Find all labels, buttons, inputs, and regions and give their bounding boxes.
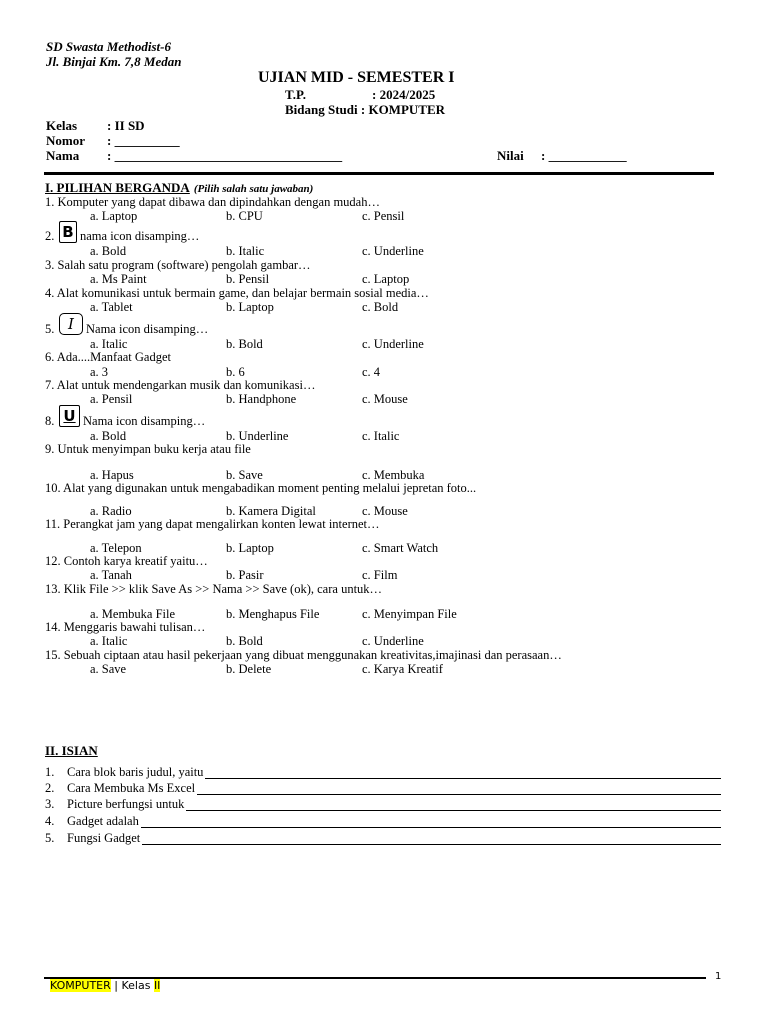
isian-number: 3. [45, 797, 55, 811]
isian-text: Cara blok baris judul, yaitu [67, 765, 204, 779]
option-c: c. Laptop [362, 272, 410, 286]
option-a: a. 3 [90, 365, 109, 379]
option-c: c. Membuka [362, 468, 425, 482]
nilai-field: : ____________ [541, 148, 627, 163]
question-text: 3. Salah satu program (software) pengolah gambar… [45, 258, 311, 272]
section2-title: II. ISIAN [45, 743, 98, 758]
answer-line[interactable] [205, 778, 721, 779]
option-a: a. Radio [90, 504, 132, 518]
option-b: b. Laptop [226, 541, 274, 555]
option-c: c. Underline [362, 634, 424, 648]
isian-text: Fungsi Gadget [67, 831, 141, 845]
question-text: nama icon disamping… [80, 229, 200, 243]
question-number: 2. [45, 229, 55, 243]
option-a: a. Tanah [90, 568, 132, 582]
option-b: b. Delete [226, 662, 272, 676]
question-text: 14. Menggaris bawahi tulisan… [45, 620, 206, 634]
isian-number: 1. [45, 765, 55, 779]
option-c: c. Mouse [362, 504, 408, 518]
option-a: a. Membuka File [90, 607, 176, 621]
isian-text: Gadget adalah [67, 814, 139, 828]
page-number: 1 [715, 971, 722, 982]
option-c: c. Underline [362, 244, 424, 258]
option-a: a. Telepon [90, 541, 142, 555]
nilai-label: Nilai [497, 148, 524, 163]
section1-title: I. PILIHAN BERGANDA [45, 180, 190, 195]
header-divider [44, 172, 714, 175]
option-b: b. CPU [226, 209, 263, 223]
option-a: a. Ms Paint [90, 272, 147, 286]
isian-text: Cara Membuka Ms Excel [67, 781, 196, 795]
footer-label [50, 979, 160, 992]
answer-line[interactable] [141, 827, 721, 828]
option-c: c. Karya Kreatif [362, 662, 443, 676]
question-text: 4. Alat komunikasi untuk bermain game, dan belajar bermain sosial media… [45, 286, 429, 300]
option-b: b. Kamera Digital [226, 504, 316, 518]
question-number: 8. [45, 414, 55, 428]
question-number: 5. [45, 322, 55, 336]
nomor-label: Nomor [46, 133, 85, 148]
option-b: b. Underline [226, 429, 289, 443]
question-text: 15. Sebuah ciptaan atau hasil pekerjaan yang dibuat menggunakan kreativitas,imajinasi dan perasaan… [45, 648, 562, 662]
answer-line[interactable] [197, 794, 721, 795]
school-name: SD Swasta Methodist-6 [46, 39, 171, 54]
nama-field: : ___________________________________ [107, 148, 343, 163]
option-a: a. Italic [90, 337, 128, 351]
footer-subject: KOMPUTER [50, 979, 111, 992]
section1-subtitle: (Pilih salah satu jawaban) [193, 183, 314, 195]
school-address: Jl. Binjai Km. 7,8 Medan [46, 54, 182, 69]
isian-text: Picture berfungsi untuk [67, 797, 185, 811]
question-text: Nama icon disamping… [83, 414, 206, 428]
question-text: 1. Komputer yang dapat dibawa dan dipindahkan dengan mudah… [45, 195, 380, 209]
option-a: a. Bold [90, 429, 127, 443]
answer-line[interactable] [186, 810, 721, 811]
option-a: a. Save [90, 662, 127, 676]
option-a: a. Laptop [90, 209, 138, 223]
subject-line: Bidang Studi : KOMPUTER [285, 102, 446, 117]
option-b: b. 6 [226, 365, 245, 379]
question-text: 6. Ada....Manfaat Gadget [45, 350, 172, 364]
option-c: c. Bold [362, 300, 399, 314]
kelas-value: : II SD [107, 118, 145, 133]
question-text: 10. Alat yang digunakan untuk mengabadikan moment penting melalui jepretan foto... [45, 481, 477, 495]
option-b: b. Bold [226, 337, 263, 351]
question-text: 9. Untuk menyimpan buku kerja atau file [45, 442, 251, 456]
option-c: c. Film [362, 568, 398, 582]
underline-icon: U [59, 405, 80, 427]
nomor-field: : __________ [107, 133, 180, 148]
italic-icon: I [59, 313, 83, 335]
option-b: b. Bold [226, 634, 263, 648]
tp-value: : 2024/2025 [372, 87, 436, 102]
option-b: b. Handphone [226, 392, 297, 406]
answer-line[interactable] [142, 844, 721, 845]
footer-kelas: II [153, 979, 161, 992]
option-b: b. Pensil [226, 272, 270, 286]
option-a: a. Italic [90, 634, 128, 648]
isian-number: 4. [45, 814, 55, 828]
footer-separator: | Kelas [110, 979, 154, 992]
option-b: b. Save [226, 468, 263, 482]
question-text: 11. Perangkat jam yang dapat mengalirkan konten lewat internet… [45, 517, 380, 531]
option-c: c. Menyimpan File [362, 607, 457, 621]
kelas-label: Kelas [46, 118, 78, 133]
option-c: c. Mouse [362, 392, 408, 406]
tp-label: T.P. [285, 87, 306, 102]
isian-number: 5. [45, 831, 55, 845]
option-c: c. Pensil [362, 209, 405, 223]
option-b: b. Laptop [226, 300, 274, 314]
option-c: c. Smart Watch [362, 541, 439, 555]
question-text: 12. Contoh karya kreatif yaitu… [45, 554, 208, 568]
option-c: c. Underline [362, 337, 424, 351]
question-text: 7. Alat untuk mendengarkan musik dan komunikasi… [45, 378, 316, 392]
option-b: b. Pasir [226, 568, 264, 582]
nama-label: Nama [46, 148, 80, 163]
option-a: a. Bold [90, 244, 127, 258]
question-text: 13. Klik File >> klik Save As >> Nama >> Save (ok), cara untuk… [45, 582, 383, 596]
question-text: Nama icon disamping… [86, 322, 209, 336]
option-c: c. Italic [362, 429, 400, 443]
isian-number: 2. [45, 781, 55, 795]
option-b: b. Italic [226, 244, 265, 258]
option-a: a. Hapus [90, 468, 134, 482]
exam-title: UJIAN MID - SEMESTER I [258, 69, 455, 86]
option-b: b. Menghapus File [226, 607, 320, 621]
option-a: a. Tablet [90, 300, 133, 314]
option-c: c. 4 [362, 365, 381, 379]
option-a: a. Pensil [90, 392, 133, 406]
bold-icon: B [59, 221, 77, 243]
